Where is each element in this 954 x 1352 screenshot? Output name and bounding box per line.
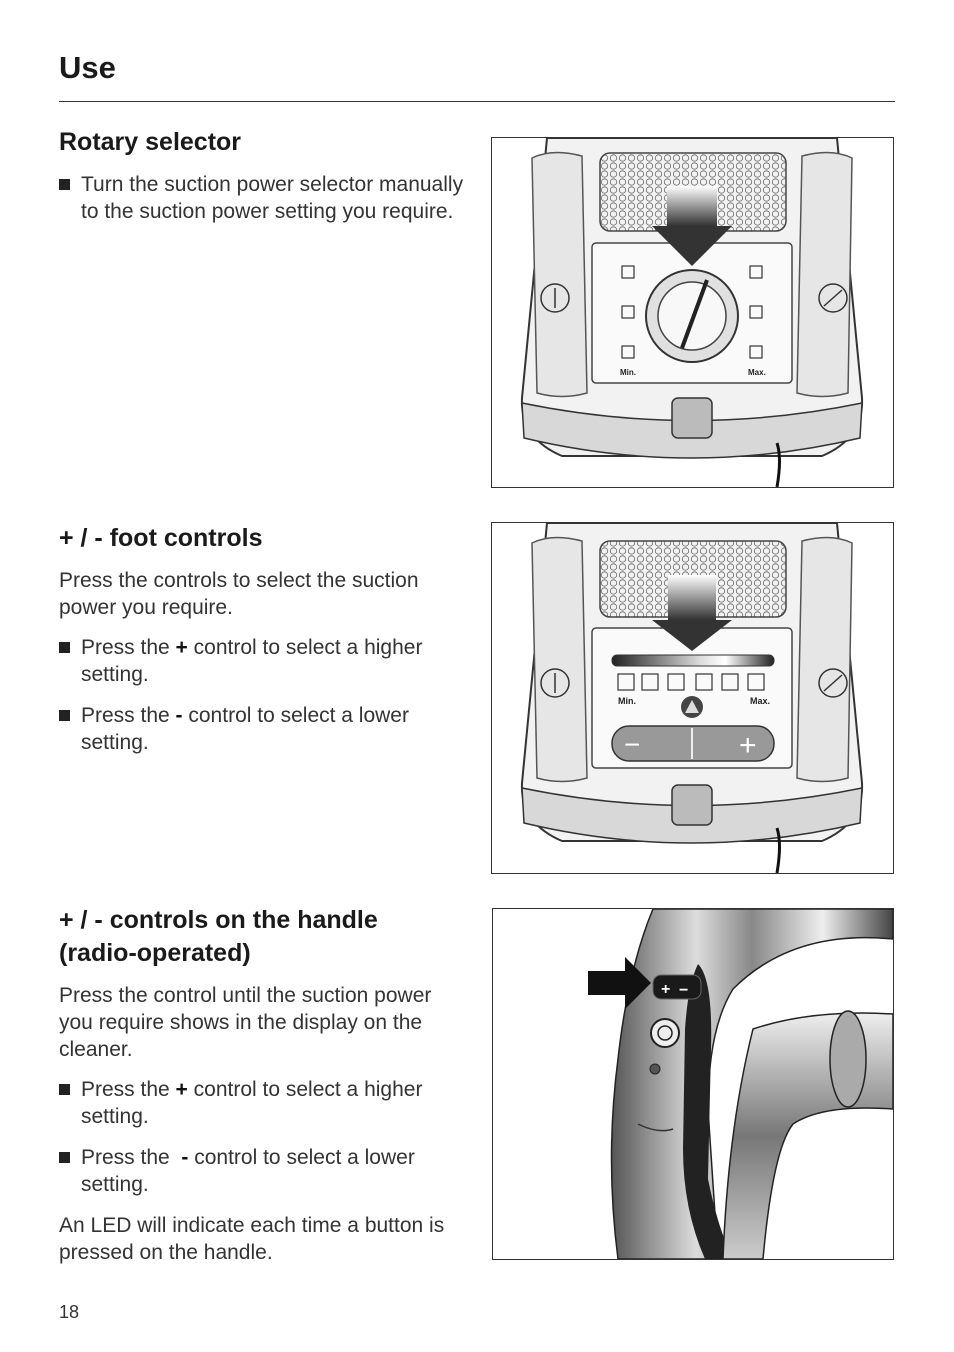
handle-plus-symbol[interactable]: + [661, 981, 671, 998]
handle-bullet-lower-pre: Press the [81, 1146, 182, 1169]
page-number: 18 [59, 1302, 80, 1322]
foot-bullet-higher-symbol: + [175, 636, 188, 659]
foot-intro: Press the controls to select the suction power you require. [59, 569, 419, 619]
section-foot-controls [59, 522, 469, 770]
section-rotary-selector [59, 126, 469, 239]
rotary-min-label: Min. [620, 368, 636, 377]
handle-heading [59, 904, 469, 970]
handle-bullet-lower-symbol: - [181, 1146, 189, 1169]
handle-led [650, 1064, 660, 1074]
handle-bullet-higher-symbol: + [175, 1078, 188, 1101]
left-side-panel [532, 152, 587, 396]
foot-min-label: Min. [618, 696, 636, 706]
foot-bullet-lower-symbol: - [175, 704, 183, 727]
foot-heading: + / - foot controls [59, 524, 263, 552]
title-rule [59, 101, 895, 102]
hose-connector [723, 1013, 893, 1259]
handle-bullet-higher-post: control to select a higher setting. [81, 1078, 423, 1128]
handle-minus-symbol[interactable]: − [679, 982, 689, 999]
handle-note: An LED will indicate each time a button is pressed on the handle. [59, 1214, 445, 1264]
rotary-bullet-text: Turn the suction power selector manually to the suction power setting you require. [81, 173, 464, 223]
rotary-bullet [59, 171, 469, 225]
power-cable [777, 443, 780, 487]
foot-plus-symbol[interactable]: + [739, 729, 757, 762]
left-side-panel [532, 537, 587, 781]
handle-bullet-lower-post: control to select a lower setting. [81, 1146, 415, 1196]
handle-bullet-higher [59, 1076, 469, 1130]
foot-bullet-lower [59, 702, 469, 756]
foot-minus-symbol[interactable]: − [624, 729, 641, 760]
figure-foot-controls [491, 522, 894, 874]
foot-bullet-lower-post: control to select a lower setting. [81, 704, 409, 754]
handle-illustration [493, 909, 893, 1259]
page-title: Use [59, 50, 116, 85]
handle-power-button [651, 1019, 679, 1047]
carry-handle [672, 398, 712, 438]
rotary-max-label: Max. [748, 368, 766, 377]
handle-heading-line2: (radio-operated) [59, 939, 251, 967]
rotary-illustration [492, 138, 893, 487]
power-display-bar [612, 655, 774, 666]
handle-bullet-higher-pre: Press the [81, 1078, 176, 1101]
foot-bullet-higher-pre: Press the [81, 636, 176, 659]
figure-handle-controls [492, 908, 894, 1260]
foot-bullet-higher-post: control to select a higher setting. [81, 636, 423, 686]
hose-ring [830, 1011, 866, 1107]
foot-controls-illustration [492, 523, 893, 873]
foot-max-label: Max. [750, 696, 771, 706]
carry-handle [672, 785, 712, 825]
handle-bullet-lower [59, 1144, 469, 1198]
arrow-shaft [668, 575, 716, 620]
rotary-heading: Rotary selector [59, 128, 242, 156]
power-cable [777, 828, 780, 873]
section-handle-controls [59, 904, 469, 1279]
foot-bullet-higher [59, 634, 469, 688]
right-side-panel [797, 537, 852, 781]
handle-heading-line1: + / - controls on the handle [59, 906, 378, 934]
figure-rotary-selector [491, 137, 894, 488]
arrow-shaft [667, 186, 717, 226]
foot-bullet-lower-pre: Press the [81, 704, 176, 727]
right-side-panel [797, 152, 852, 396]
handle-intro: Press the control until the suction power you require shows in the display on the cleaner. [59, 984, 432, 1061]
